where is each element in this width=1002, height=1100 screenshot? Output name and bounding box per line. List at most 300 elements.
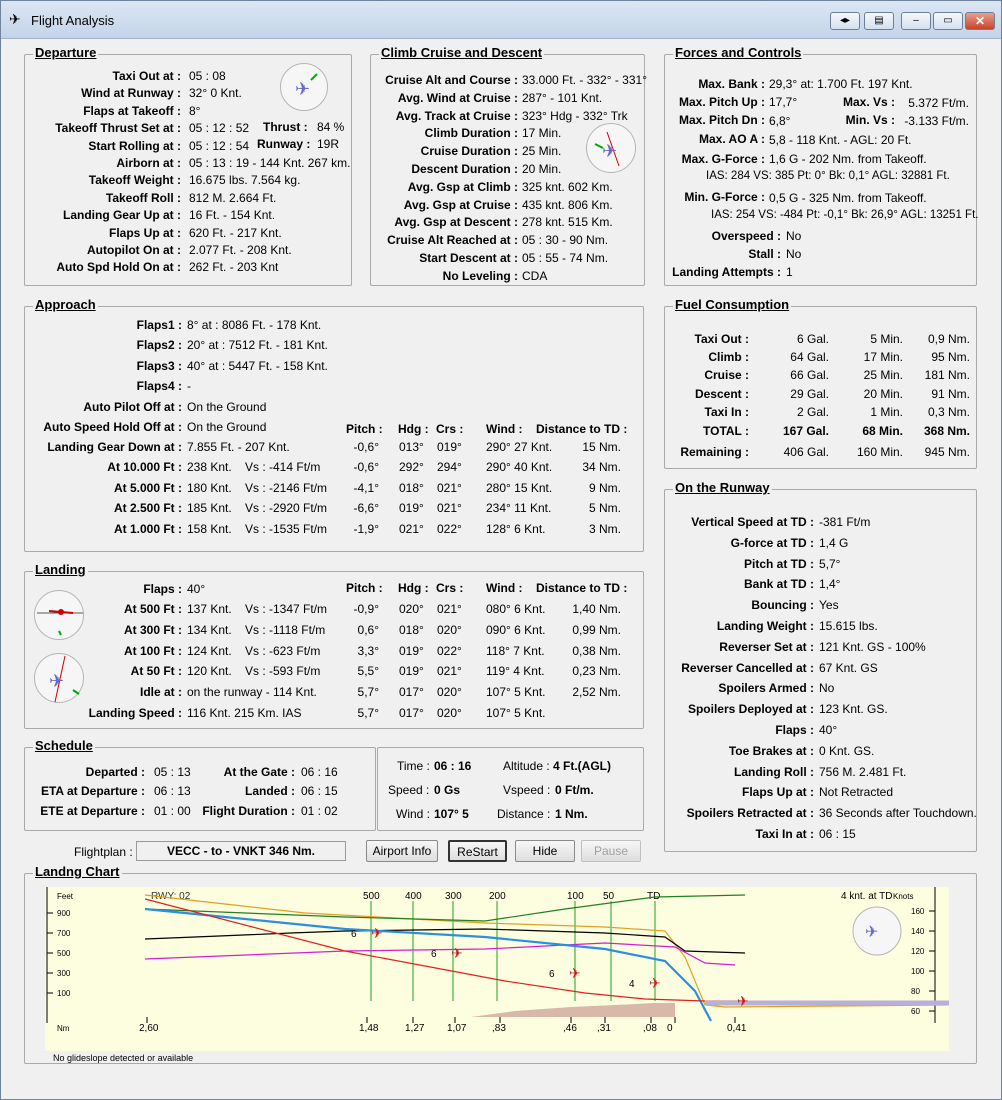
right-tick-label: 100: [911, 967, 925, 976]
departure-row-label: Takeoff Thrust Set at :: [55, 121, 181, 136]
approach-row-pitch: -0,6°: [353, 440, 379, 454]
approach-flaps-label: Flaps2 :: [136, 338, 182, 353]
close-icon: ✕: [974, 14, 986, 28]
vspeed-value: 0 Ft/m.: [555, 783, 594, 797]
approach-col-header: Wind :: [486, 422, 523, 436]
runway-value: 19R: [317, 137, 340, 151]
fuel-row-label: Cruise :: [704, 368, 749, 383]
landing-row-label: Idle at :: [139, 685, 182, 700]
maximize-button[interactable]: [933, 12, 963, 30]
fuel-row-gal: 406 Gal.: [783, 445, 829, 459]
svg-text:✈: ✈: [49, 671, 65, 691]
climb-row-value: 17 Min.: [522, 126, 562, 141]
landing-row-pitch: 5,7°: [357, 706, 379, 720]
landing-row-crs: 022°: [437, 643, 462, 658]
altitude-marker-label: 200: [489, 891, 506, 902]
landing-row-wind: 080° 6 Knt.: [486, 602, 546, 616]
fuel-row-nm: 95 Nm.: [931, 350, 970, 365]
hide-button[interactable]: Hide: [515, 840, 575, 862]
fuel-row-label: Descent :: [694, 386, 749, 401]
max-bank-label: Max. Bank :: [698, 77, 765, 91]
x-tick-label: 0,41: [727, 1023, 747, 1034]
landing-row-wind: 107° 5 Knt.: [486, 706, 546, 720]
chart-footer: No glideslope detected or available: [53, 1053, 194, 1063]
landing-row-value: 134 Knt.: [187, 622, 232, 637]
runway-row-label: Spoilers Deployed at :: [687, 702, 814, 717]
landing-row-crs: 021°: [437, 664, 462, 679]
approach-row-hdg: 292°: [399, 460, 424, 475]
min-vs-label: Min. Vs :: [845, 113, 895, 127]
altitude-label: Altitude :: [503, 759, 550, 773]
approach-row-dist: 15 Nm.: [582, 440, 621, 454]
eta-value: 06 : 13: [154, 784, 191, 798]
approach-flaps-label: Flaps1 :: [136, 318, 182, 332]
landing-row-wind: 118° 7 Knt.: [486, 643, 545, 658]
landing-compass-icon: [34, 653, 84, 703]
fuel-row-gal: 167 Gal.: [782, 424, 829, 438]
fuel-title: Fuel Consumption: [675, 297, 790, 312]
departure-row-label: Auto Spd Hold On at :: [56, 260, 181, 275]
fuel-row-nm: 945 Nm.: [924, 445, 970, 459]
departure-row-value: 16.675 lbs. 7.564 kg.: [189, 173, 301, 188]
airport-info-button[interactable]: Airport Info: [366, 840, 438, 862]
landing-row-pitch: 5,7°: [357, 685, 379, 700]
fuel-row-label: Taxi Out :: [694, 332, 749, 346]
right-tick-label: 80: [911, 987, 920, 996]
x-tick-label: 0: [667, 1023, 673, 1034]
runway-row-label: Reverser Cancelled at :: [681, 660, 814, 675]
landing-row-label: At 100 Ft :: [123, 643, 182, 658]
max-vs-value: 5.372 Ft/m.: [908, 96, 969, 110]
approach-row-vs: Vs : -2920 Ft/m: [245, 501, 328, 516]
runway-row-label: Spoilers Armed :: [718, 681, 814, 696]
runway-row-label: Vertical Speed at TD :: [691, 515, 814, 529]
fuel-row-nm: 181 Nm.: [924, 368, 970, 383]
approach-col-header: Pitch :: [346, 422, 383, 436]
climb-row-value: 20 Min.: [522, 162, 562, 176]
flightplan-label: Flightplan :: [74, 845, 133, 859]
runway-row-value: 5,7°: [819, 556, 841, 571]
runway-row-label: Bouncing :: [751, 598, 814, 613]
altitude-marker-label: 300: [445, 891, 462, 902]
landing-row-hdg: 020°: [399, 602, 424, 616]
landing-row-crs: 020°: [437, 622, 462, 637]
approach-row-value: 7.855 Ft. - 207 Knt.: [187, 440, 290, 454]
approach-row-crs: 019°: [437, 440, 462, 454]
landing-row-dist: 2,52 Nm.: [572, 685, 621, 700]
landing-row-value: 120 Knt.: [187, 664, 232, 679]
fuel-row-min: 5 Min.: [870, 332, 903, 346]
pitch-up-label: Max. Pitch Up :: [678, 95, 765, 109]
climb-row-value: 325 knt. 602 Km.: [522, 179, 613, 194]
landing-row-pitch: 0,6°: [357, 622, 379, 637]
approach-row-label: At 5.000 Ft :: [113, 480, 182, 495]
climb-row-label: Avg. Gsp at Cruise :: [403, 197, 518, 212]
plane-icon: ✈: [737, 993, 749, 1009]
approach-row-vs: Vs : -414 Ft/m: [245, 460, 321, 475]
approach-row-hdg: 013°: [399, 440, 424, 454]
runway-row-label: Taxi In at :: [755, 827, 814, 841]
approach-row-vs: Vs : -2146 Ft/m: [245, 480, 328, 495]
print-button[interactable]: [864, 12, 894, 30]
departure-row-label: Landing Gear Up at :: [62, 208, 181, 223]
x-tick-label: ,31: [597, 1023, 611, 1034]
left-tick-label: 100: [57, 989, 71, 998]
altitude-value: 4 Ft.(AGL): [553, 759, 611, 773]
plane-icon: ✈: [371, 925, 383, 941]
stall-value: No: [786, 247, 802, 261]
runway-row-label: Flaps :: [775, 723, 814, 737]
max-g-label: Max. G-Force :: [681, 152, 765, 166]
left-tick-label: 900: [57, 909, 71, 918]
plane-count-label: 4: [629, 979, 635, 990]
departure-row-value: 812 M. 2.664 Ft.: [189, 190, 277, 205]
approach-row-crs: 021°: [437, 480, 462, 495]
runway-row-value: 0 Knt. GS.: [819, 743, 875, 758]
landing-row-value: 137 Knt.: [187, 602, 232, 616]
climb-title: Climb Cruise and Descent: [381, 45, 543, 60]
fuel-row-nm: 91 Nm.: [931, 386, 970, 401]
climb-row-label: Cruise Duration :: [420, 144, 518, 159]
fuel-row-label: Climb :: [708, 350, 749, 365]
fuel-row-min: 25 Min.: [863, 368, 903, 383]
landing-title: Landing: [35, 562, 86, 577]
landing-row-dist: 0,99 Nm.: [572, 622, 621, 637]
landing-row-dist: 0,38 Nm.: [572, 643, 621, 658]
cruise-compass-icon: [586, 123, 636, 173]
max-g-value: 1,6 G - 202 Nm. from Takeoff.: [769, 152, 927, 166]
forces-title: Forces and Controls: [675, 45, 802, 60]
left-tick-label: 700: [57, 929, 71, 938]
climb-row-value: 25 Min.: [522, 144, 562, 159]
svg-text:✈: ✈: [295, 79, 311, 99]
thrust-label: Thrust :: [263, 120, 308, 134]
landing-row-wind: 107° 5 Knt.: [486, 685, 546, 700]
fuel-row-gal: 66 Gal.: [790, 368, 829, 383]
airspeed-line: [145, 909, 711, 1021]
svg-text:✈: ✈: [602, 141, 618, 161]
approach-flaps-value: On the Ground: [187, 399, 267, 414]
departure-row-value: 2.077 Ft. - 208 Knt.: [189, 243, 292, 257]
left-unit-label: Feet: [57, 892, 74, 901]
approach-row-hdg: 021°: [399, 521, 424, 536]
flightplan-field[interactable]: VECC - to - VNKT 346 Nm.: [136, 841, 346, 861]
vspeed-label: Vspeed :: [503, 783, 551, 797]
print-icon: ▤: [874, 15, 884, 26]
runway-row-label: Flaps Up at :: [741, 785, 814, 800]
approach-row-label: At 2.500 Ft :: [113, 501, 182, 516]
approach-flaps-value: 8° at : 8086 Ft. - 178 Knt.: [187, 318, 322, 332]
runway-row-label: Bank at TD :: [743, 577, 814, 592]
landing-row-wind: 119° 4 Knt.: [486, 664, 545, 679]
gate-value: 06 : 16: [301, 765, 338, 779]
runway-row-label: Pitch at TD :: [743, 556, 814, 571]
departure-row-label: Flaps Up at :: [108, 225, 181, 240]
x-tick-label: 1,48: [359, 1023, 379, 1034]
approach-flaps-value: 20° at : 7512 Ft. - 181 Knt.: [187, 338, 328, 353]
close-button[interactable]: [965, 12, 995, 30]
fuel-row-min: 17 Min.: [863, 350, 903, 365]
climb-row-label: Avg. Track at Cruise :: [395, 108, 518, 123]
right-unit-label: Knots: [893, 892, 914, 901]
vs-line: [145, 943, 735, 965]
runway-row-value: 06 : 15: [819, 827, 856, 841]
climb-row-value: 33.000 Ft. - 332° - 331°: [522, 73, 648, 87]
landing-row-crs: 021°: [437, 602, 462, 616]
landing-col-header: Hdg :: [398, 581, 429, 595]
landing-row-dist: 1,40 Nm.: [572, 602, 621, 616]
approach-col-header: Crs :: [436, 422, 464, 436]
landing-row-label: Landing Speed :: [88, 706, 182, 720]
landing-flaps-value: 40°: [187, 582, 206, 596]
min-vs-value: -3.133 Ft/m.: [904, 114, 969, 128]
landing-col-header: Pitch :: [346, 581, 383, 595]
approach-row-hdg: 019°: [399, 501, 424, 516]
x-tick-label: ,46: [563, 1023, 577, 1034]
landing-row-hdg: 017°: [399, 685, 424, 700]
compass-plane-icon: ✈: [865, 924, 879, 941]
min-g-value: 0,5 G - 325 Nm. from Takeoff.: [769, 191, 927, 205]
climb-row-label: Start Descent at :: [419, 251, 518, 265]
approach-col-header: Hdg :: [398, 422, 429, 436]
runway-row-value: Yes: [819, 598, 839, 613]
terrain-fill: [471, 1003, 675, 1017]
pause-button[interactable]: Pause: [581, 840, 641, 862]
wind-label: Wind :: [396, 807, 431, 821]
departure-row-value: 620 Ft. - 217 Knt.: [189, 225, 282, 240]
fit-width-button[interactable]: [830, 12, 860, 30]
fuel-row-label: Taxi In :: [704, 404, 749, 419]
runway-row-value: -381 Ft/m: [819, 515, 871, 529]
climb-row-label: Climb Duration :: [424, 126, 518, 141]
fuel-row-min: 20 Min.: [863, 386, 903, 401]
runway-row-value: No: [819, 681, 835, 696]
window-title: Flight Analysis: [31, 13, 115, 28]
restart-button[interactable]: ReStart: [448, 840, 507, 862]
runway-row-value: 1,4 G: [819, 535, 849, 550]
gate-label: At the Gate :: [223, 765, 295, 779]
runway-row-label: Landing Weight :: [716, 619, 814, 633]
climb-row-value: 435 knt. 806 Km.: [522, 197, 613, 212]
landing-attempts-label: Landing Attempts :: [672, 265, 781, 279]
landed-value: 06 : 15: [301, 784, 338, 798]
fuel-row-min: 1 Min.: [870, 404, 903, 419]
fuel-row-gal: 6 Gal.: [796, 332, 829, 346]
departure-row-label: Flaps at Takeoff :: [83, 103, 181, 118]
left-tick-label: 500: [57, 949, 71, 958]
x-unit-label: Nm: [57, 1024, 70, 1033]
fuel-row-label: Remaining :: [680, 445, 749, 459]
landing-row-dist: 0,23 Nm.: [572, 664, 621, 679]
climb-row-value: CDA: [522, 268, 548, 283]
landing-row-vs: Vs : -593 Ft/m: [245, 664, 321, 679]
eta-label: ETA at Departure :: [40, 784, 145, 798]
approach-row-wind: 290° 40 Knt.: [486, 460, 553, 475]
runway-row-value: 756 M. 2.481 Ft.: [819, 764, 907, 779]
runway-row-value: 121 Knt. GS - 100%: [819, 639, 926, 654]
landing-flaps-label: Flaps :: [143, 582, 182, 596]
wind-value: 107° 5: [434, 807, 469, 821]
approach-row-pitch: -6,6°: [353, 501, 379, 516]
title-bar: [1, 1, 1001, 39]
approach-row-wind: 290° 27 Knt.: [486, 440, 553, 454]
max-bank-value: 29,3° at: 1.700 Ft. 197 Knt.: [769, 77, 913, 91]
max-g-detail: IAS: 284 VS: 385 Pt: 0° Bk: 0,1° AGL: 32881 Ft.: [706, 170, 950, 182]
pitch-dn-value: 6,8°: [769, 114, 791, 128]
approach-flaps-value: -: [187, 379, 191, 394]
plane-icon: ✈: [569, 965, 581, 981]
landing-row-vs: Vs : -1347 Ft/m: [245, 602, 328, 616]
approach-row-label: At 1.000 Ft :: [113, 521, 182, 536]
climb-row-label: Avg. Gsp at Descent :: [394, 215, 518, 230]
landed-label: Landed :: [245, 784, 295, 798]
landing-row-label: At 50 Ft :: [130, 664, 182, 679]
departure-row-label: Autopilot On at :: [87, 243, 181, 257]
fuel-row-min: 68 Min.: [862, 424, 903, 438]
approach-row-vs: Vs : -1535 Ft/m: [245, 521, 328, 536]
distance-label: Distance :: [497, 807, 551, 821]
approach-row-value: 158 Knt.: [187, 521, 232, 536]
approach-row-wind: 128° 6 Knt.: [486, 521, 546, 536]
runway-row-label: Landing Roll :: [734, 764, 814, 779]
landing-row-value: on the runway - 114 Knt.: [187, 685, 317, 700]
landing-row-pitch: -0,9°: [353, 602, 379, 616]
climb-row-label: Descent Duration :: [411, 162, 518, 176]
approach-row-value: 238 Knt.: [187, 460, 232, 475]
climb-row-value: 323° Hdg - 332° Trk: [522, 108, 628, 123]
runway-label: Runway :: [257, 137, 311, 151]
climb-row-value: 05 : 30 - 90 Nm.: [522, 233, 609, 248]
runway-row-label: Reverser Set at :: [719, 639, 814, 654]
approach-flaps-label: Flaps4 :: [136, 379, 182, 394]
approach-row-value: 185 Knt.: [187, 501, 232, 516]
landing-row-hdg: 019°: [399, 643, 424, 658]
landing-col-header: Crs :: [436, 581, 464, 595]
landing-row-vs: Vs : -1118 Ft/m: [245, 622, 326, 637]
approach-flaps-value: 40° at : 5447 Ft. - 158 Knt.: [187, 358, 328, 373]
approach-row-pitch: -0,6°: [353, 460, 379, 475]
approach-row-dist: 5 Nm.: [588, 501, 621, 516]
runway-row-label: G-force at TD :: [730, 535, 814, 550]
approach-row-label: At 10.000 Ft :: [107, 460, 182, 475]
approach-title: Approach: [35, 297, 96, 312]
climb-row-value: 278 knt. 515 Km.: [522, 215, 613, 230]
minimize-icon: –: [913, 15, 919, 26]
departure-row-value: 05 : 08: [189, 69, 226, 83]
departure-row-label: Start Rolling at :: [88, 138, 181, 153]
landing-col-header: Distance to TD :: [536, 581, 628, 595]
plane-count-label: 6: [431, 949, 437, 960]
x-tick-label: ,08: [643, 1023, 657, 1034]
fuel-row-label: TOTAL :: [703, 424, 749, 438]
climb-row-label: No Leveling :: [442, 268, 518, 283]
departure-row-value: 32° 0 Knt.: [189, 86, 242, 101]
plane-count-label: 6: [351, 929, 357, 940]
overspeed-value: No: [786, 229, 802, 243]
landing-row-label: At 300 Ft :: [123, 622, 182, 637]
landing-row-pitch: 3,3°: [357, 643, 379, 658]
departure-row-value: 16 Ft. - 154 Knt.: [189, 208, 276, 223]
departure-row-label: Takeoff Roll :: [105, 190, 181, 205]
arrows-icon: ◂▸: [839, 15, 851, 26]
approach-row-value: 180 Knt.: [187, 480, 232, 495]
schedule-title: Schedule: [35, 738, 93, 753]
approach-row-dist: 34 Nm.: [582, 460, 621, 475]
landing-row-label: At 500 Ft :: [123, 602, 182, 616]
x-tick-label: 1,07: [447, 1023, 467, 1034]
thrust-value: 84 %: [317, 120, 345, 134]
left-tick-label: 300: [57, 969, 71, 978]
landing-attempts-value: 1: [786, 265, 793, 279]
runway-title: On the Runway: [675, 480, 770, 495]
pitch-dn-label: Max. Pitch Dn :: [678, 113, 765, 127]
time-value: 06 : 16: [434, 759, 472, 773]
altitude-marker-label: 500: [363, 891, 380, 902]
duration-value: 01 : 02: [301, 804, 338, 818]
approach-col-header: Distance to TD :: [536, 422, 628, 436]
landing-chart-svg: [45, 887, 949, 1051]
right-tick-label: 60: [911, 1007, 920, 1016]
departure-row-value: 262 Ft. - 203 Knt: [189, 260, 279, 275]
wind-note: 4 knt. at TD: [841, 891, 893, 902]
landing-row-wind: 090° 6 Knt.: [486, 622, 546, 637]
ete-label: ETE at Departure :: [40, 804, 145, 818]
altitude-marker-label: 400: [405, 891, 422, 902]
departure-row-value: 05 : 12 : 54: [189, 138, 250, 153]
runway-row-value: Not Retracted: [819, 785, 894, 800]
time-label: Time :: [397, 759, 430, 773]
min-g-detail: IAS: 254 VS: -484 Pt: -0,1° Bk: 26,9° AGL: 13251 Ft.: [711, 209, 979, 221]
departure-row-label: Airborn at :: [116, 156, 181, 170]
approach-row-wind: 234° 11 Knt.: [486, 501, 552, 516]
x-tick-label: 1,27: [405, 1023, 425, 1034]
climb-row-value: 05 : 55 - 74 Nm.: [522, 251, 609, 265]
x-tick-label: ,83: [492, 1023, 506, 1034]
landing-row-vs: Vs : -623 Ft/m: [245, 643, 321, 658]
approach-row-pitch: -1,9°: [353, 521, 379, 536]
fuel-row-nm: 0,9 Nm.: [927, 332, 970, 346]
pitch-up-value: 17,7°: [769, 95, 798, 109]
overspeed-label: Overspeed :: [711, 229, 781, 243]
landing-row-crs: 020°: [437, 685, 462, 700]
duration-label: Flight Duration :: [202, 804, 295, 818]
landing-row-value: 124 Knt.: [187, 643, 232, 658]
departure-row-label: Taxi Out at :: [112, 69, 181, 83]
runway-row-value: 40°: [819, 723, 838, 737]
fuel-row-gal: 64 Gal.: [790, 350, 829, 365]
fuel-row-gal: 2 Gal.: [796, 404, 829, 419]
departed-value: 05 : 13: [154, 765, 191, 779]
approach-row-crs: 294°: [437, 460, 462, 475]
max-vs-label: Max. Vs :: [842, 95, 895, 109]
climb-row-label: Avg. Gsp at Climb :: [407, 179, 518, 194]
speed-label: Speed :: [388, 783, 430, 797]
minimize-button[interactable]: [901, 12, 931, 30]
approach-flaps-label: Flaps3 :: [136, 358, 182, 373]
runway-row-value: 36 Seconds after Touchdown.: [819, 806, 977, 821]
app-icon: ✈: [9, 11, 21, 27]
runway-row-value: 67 Knt. GS: [819, 660, 878, 675]
landing-row-hdg: 017°: [399, 706, 424, 720]
fuel-row-nm: 368 Nm.: [923, 424, 970, 438]
distance-value: 1 Nm.: [555, 807, 588, 821]
approach-row-dist: 3 Nm.: [588, 521, 621, 536]
maximize-icon: ▭: [943, 15, 953, 26]
approach-row-pitch: -4,1°: [353, 480, 379, 495]
landing-row-crs: 020°: [437, 706, 462, 720]
ete-value: 01 : 00: [154, 804, 191, 818]
altitude-marker-label: TD: [647, 891, 661, 902]
